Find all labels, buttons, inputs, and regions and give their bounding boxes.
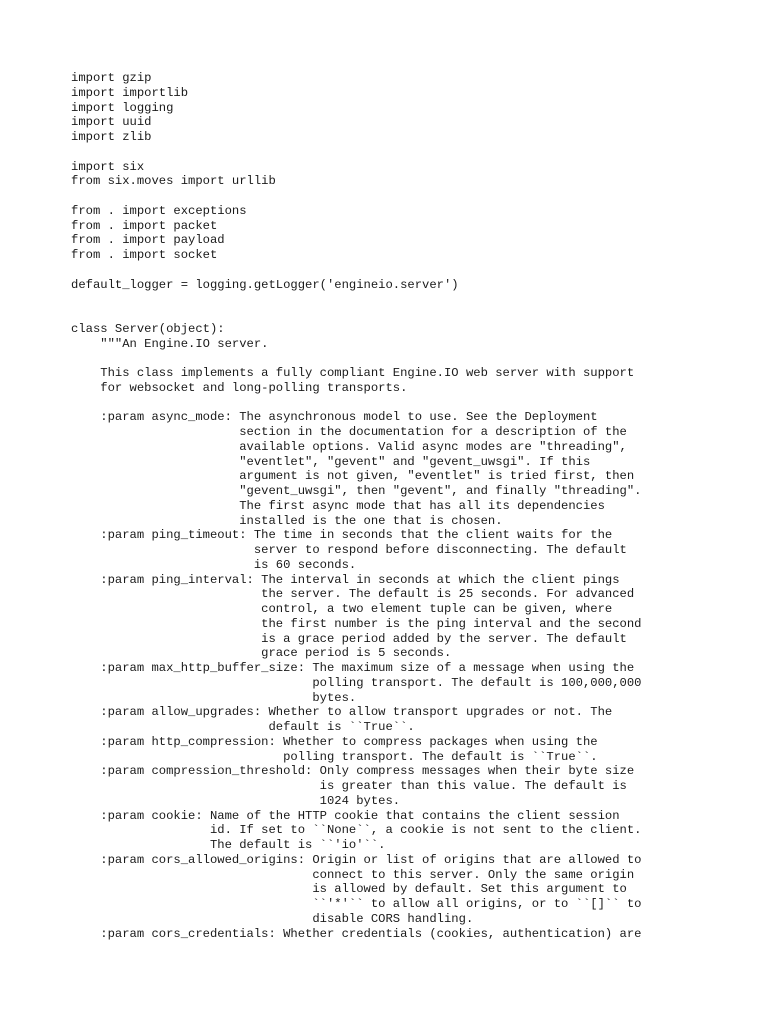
code-line: from . import packet bbox=[71, 218, 218, 233]
code-line: is 60 seconds. bbox=[71, 557, 357, 572]
code-line: import zlib bbox=[71, 130, 152, 144]
code-line: connect to this server. Only the same origin bbox=[71, 867, 635, 882]
code-line bbox=[71, 351, 761, 366]
code-line: import six bbox=[71, 159, 145, 174]
code-line: control, a two element tuple can be given, where bbox=[71, 602, 613, 616]
code-line: ``'*'`` to allow all origins, or to ``[]`` to bbox=[71, 897, 642, 911]
code-line: is greater than this value. The default is bbox=[71, 779, 627, 793]
code-line: """An Engine.IO server. bbox=[71, 336, 269, 351]
code-line: default is ``True``. bbox=[71, 720, 415, 734]
code-line: class Server(object): bbox=[71, 321, 225, 336]
code-line: server to respond before disconnecting. The default bbox=[71, 543, 627, 557]
code-line: import uuid bbox=[71, 115, 152, 130]
code-line: "eventlet", "gevent" and "gevent_uwsgi". If this bbox=[71, 454, 591, 469]
code-line bbox=[71, 307, 761, 322]
code-line: is allowed by default. Set this argument to bbox=[71, 882, 627, 897]
code-line bbox=[71, 145, 761, 160]
code-line: The first async mode that has all its dependencies bbox=[71, 498, 605, 513]
code-document bbox=[71, 71, 761, 941]
code-line: bytes. bbox=[71, 690, 357, 705]
code-line: from . import exceptions bbox=[71, 203, 247, 218]
code-line: The default is ``'io'``. bbox=[71, 838, 386, 852]
code-line: disable CORS handling. bbox=[71, 911, 474, 926]
code-line: id. If set to ``None``, a cookie is not sent to the client. bbox=[71, 823, 642, 838]
code-line: "gevent_uwsgi", then "gevent", and finally "threading". bbox=[71, 484, 642, 498]
code-line: import logging bbox=[71, 100, 174, 115]
code-line: default_logger = logging.getLogger('engineio.server') bbox=[71, 277, 459, 292]
code-line: polling transport. The default is 100,000,000 bbox=[71, 675, 642, 690]
code-line: argument is not given, "eventlet" is tried first, then bbox=[71, 469, 635, 484]
code-line: This class implements a fully compliant Engine.IO web server with support bbox=[71, 366, 635, 380]
code-line: installed is the one that is chosen. bbox=[71, 513, 503, 528]
code-line bbox=[71, 263, 761, 278]
code-line: import gzip bbox=[71, 71, 152, 85]
code-line bbox=[71, 396, 761, 411]
code-line: :param ping_timeout: The time in seconds that the client waits for the bbox=[71, 528, 613, 543]
code-line: grace period is 5 seconds. bbox=[71, 646, 452, 661]
code-line: 1024 bytes. bbox=[71, 793, 401, 808]
code-line: for websocket and long-polling transports. bbox=[71, 380, 408, 395]
code-line: section in the documentation for a description of the bbox=[71, 425, 627, 439]
code-line: the first number is the ping interval and the second bbox=[71, 616, 642, 631]
code-line: :param ping_interval: The interval in seconds at which the client pings bbox=[71, 572, 620, 587]
code-line: available options. Valid async modes are "threading", bbox=[71, 439, 627, 454]
code-line: :param max_http_buffer_size: The maximum size of a message when using the bbox=[71, 661, 635, 675]
code-line: polling transport. The default is ``True``. bbox=[71, 749, 598, 764]
code-line: :param allow_upgrades: Whether to allow transport upgrades or not. The bbox=[71, 705, 613, 720]
code-line: from . import socket bbox=[71, 248, 218, 262]
code-line bbox=[71, 292, 761, 307]
code-line: :param cors_allowed_origins: Origin or list of origins that are allowed to bbox=[71, 852, 642, 867]
code-line: :param async_mode: The asynchronous model to use. See the Deployment bbox=[71, 410, 598, 425]
code-line: import importlib bbox=[71, 85, 189, 100]
code-line: from six.moves import urllib bbox=[71, 174, 276, 189]
code-line: :param cookie: Name of the HTTP cookie that contains the client session bbox=[71, 808, 620, 823]
code-line: the server. The default is 25 seconds. For advanced bbox=[71, 587, 635, 602]
code-line: :param compression_threshold: Only compress messages when their byte size bbox=[71, 764, 635, 779]
code-line bbox=[71, 189, 761, 204]
code-line: is a grace period added by the server. The default bbox=[71, 631, 627, 646]
code-line: :param cors_credentials: Whether credentials (cookies, authentication) are bbox=[71, 926, 642, 941]
code-line: :param http_compression: Whether to compress packages when using the bbox=[71, 734, 598, 749]
code-line: from . import payload bbox=[71, 233, 225, 248]
